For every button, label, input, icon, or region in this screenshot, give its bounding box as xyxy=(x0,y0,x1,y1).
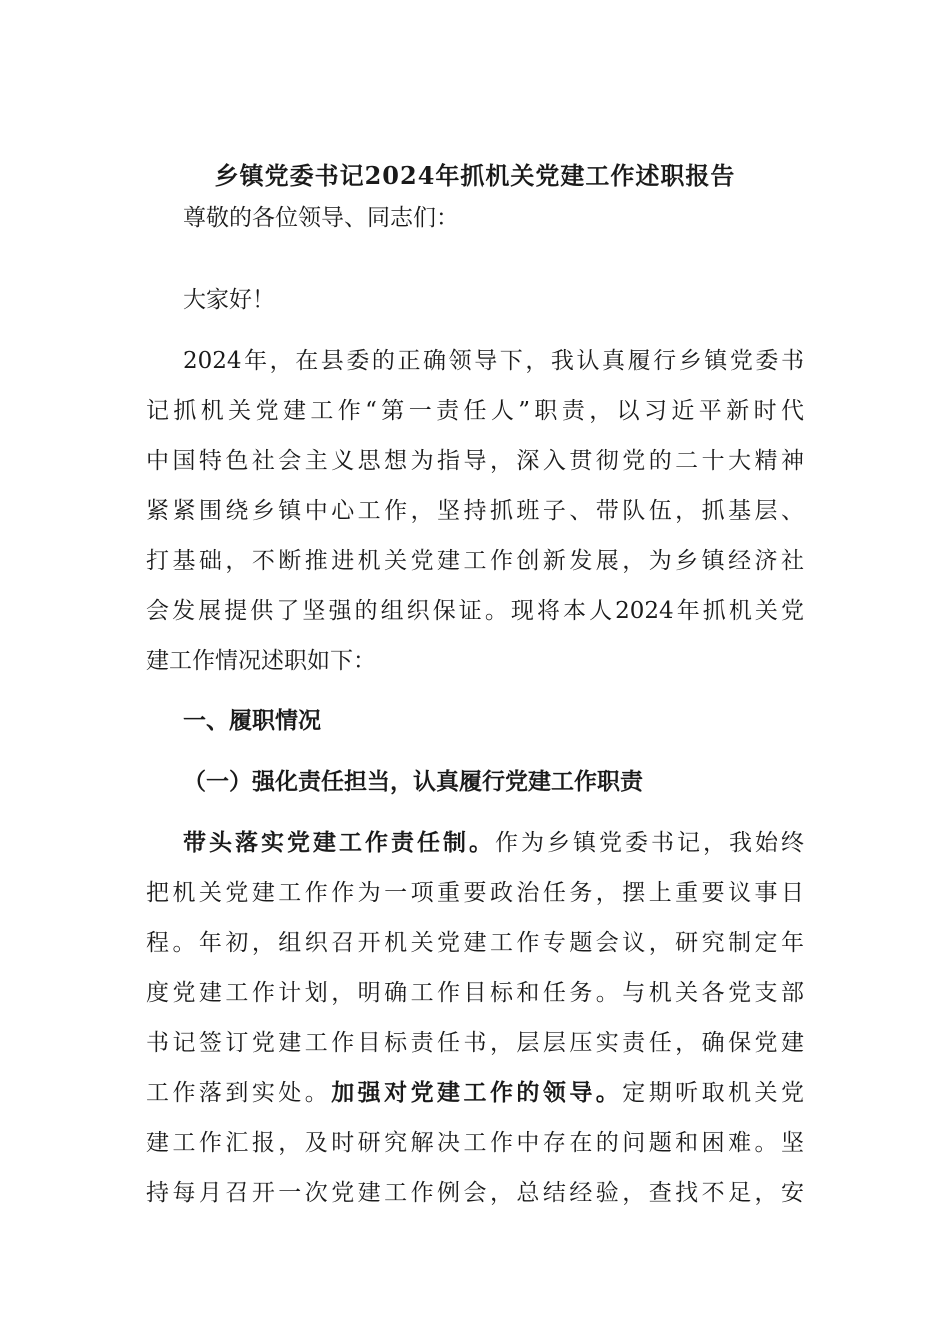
body-line-6 xyxy=(146,1075,804,1111)
body-line-8: 持每月召开一次党建工作例会，总结经验，查找不足，安 xyxy=(146,1180,804,1206)
body-line-6-text: 定期听取机关党 xyxy=(622,1080,805,1106)
body-line-1-text: 作为乡镇党委书记，我始终 xyxy=(495,830,804,856)
bold-phrase-responsibility: 带头落实党建工作责任制。 xyxy=(183,829,495,856)
bold-phrase-leadership: 加强对党建工作的领导。 xyxy=(331,1079,623,1106)
body-line-2: 把机关党建工作作为一项重要政治任务，摆上重要议事日 xyxy=(146,880,804,906)
body-line-1 xyxy=(183,825,804,861)
intro-line-3: 中国特色社会主义思想为指导，深入贯彻党的二十大精神 xyxy=(146,448,804,474)
intro-line-2: 记抓机关党建工作“第一责任人”职责，以习近平新时代 xyxy=(146,398,804,424)
document-title: 乡镇党委书记2024年抓机关党建工作述职报告 xyxy=(214,161,736,190)
salutation: 尊敬的各位领导、同志们： xyxy=(183,205,459,231)
intro-line-5: 打基础，不断推进机关党建工作创新发展，为乡镇经济社 xyxy=(146,548,804,574)
intro-line-4: 紧紧围绕乡镇中心工作，坚持抓班子、带队伍，抓基层、 xyxy=(146,498,804,524)
section-heading: 一、履职情况 xyxy=(183,707,321,734)
body-line-5: 书记签订党建工作目标责任书，层层压实责任，确保党建 xyxy=(146,1030,804,1056)
body-line-6-start: 工作落到实处。 xyxy=(146,1080,332,1106)
subsection-heading: （一）强化责任担当，认真履行党建工作职责 xyxy=(183,768,643,795)
intro-line-6: 会发展提供了坚强的组织保证。现将本人2024年抓机关党 xyxy=(146,598,804,624)
intro-line-7: 建工作情况述职如下： xyxy=(146,648,376,674)
body-line-3: 程。年初，组织召开机关党建工作专题会议，研究制定年 xyxy=(146,930,804,956)
greeting: 大家好！ xyxy=(183,287,275,313)
intro-line-1: 2024年，在县委的正确领导下，我认真履行乡镇党委书 xyxy=(183,348,804,374)
body-line-4: 度党建工作计划，明确工作目标和任务。与机关各党支部 xyxy=(146,980,804,1006)
body-line-7: 建工作汇报，及时研究解决工作中存在的问题和困难。坚 xyxy=(146,1130,804,1156)
